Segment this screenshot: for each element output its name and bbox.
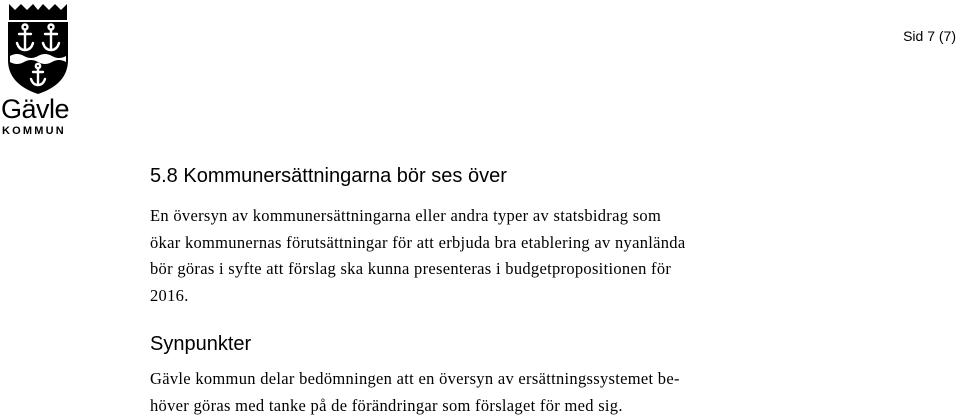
paragraph-line: bör göras i syfte att förslag ska kunna presenteras i budgetpropositionen för: [150, 259, 672, 279]
comment-line: Gävle kommun delar bedömningen att en översyn av ersättningssystemet be-: [150, 369, 680, 388]
paragraph-line: ökar kommunernas förutsättningar för att erbjuda bra etablering av nyanlända: [150, 232, 686, 252]
comment-line: höver göras med tanke på de förändringar som förslaget för med sig.: [150, 395, 623, 415]
proposal-paragraph: [150, 203, 685, 309]
subheading-synpunkter: Synpunkter: [150, 333, 252, 355]
logo-wordmark: Gävle: [1, 94, 70, 124]
paragraph-line: 2016.: [150, 285, 189, 305]
comment-paragraph: [150, 366, 680, 419]
coat-of-arms-icon: [5, 2, 71, 96]
gavle-kommun-logo: [0, 0, 80, 140]
page-number: Sid 7 (7): [903, 28, 956, 44]
paragraph-line: En översyn av kommunersättningarna eller andra typer av statsbidrag som: [150, 206, 662, 225]
section-heading: 5.8 Kommunersättningarna bör ses över: [150, 165, 507, 187]
logo-subtitle: KOMMUN: [2, 125, 66, 137]
